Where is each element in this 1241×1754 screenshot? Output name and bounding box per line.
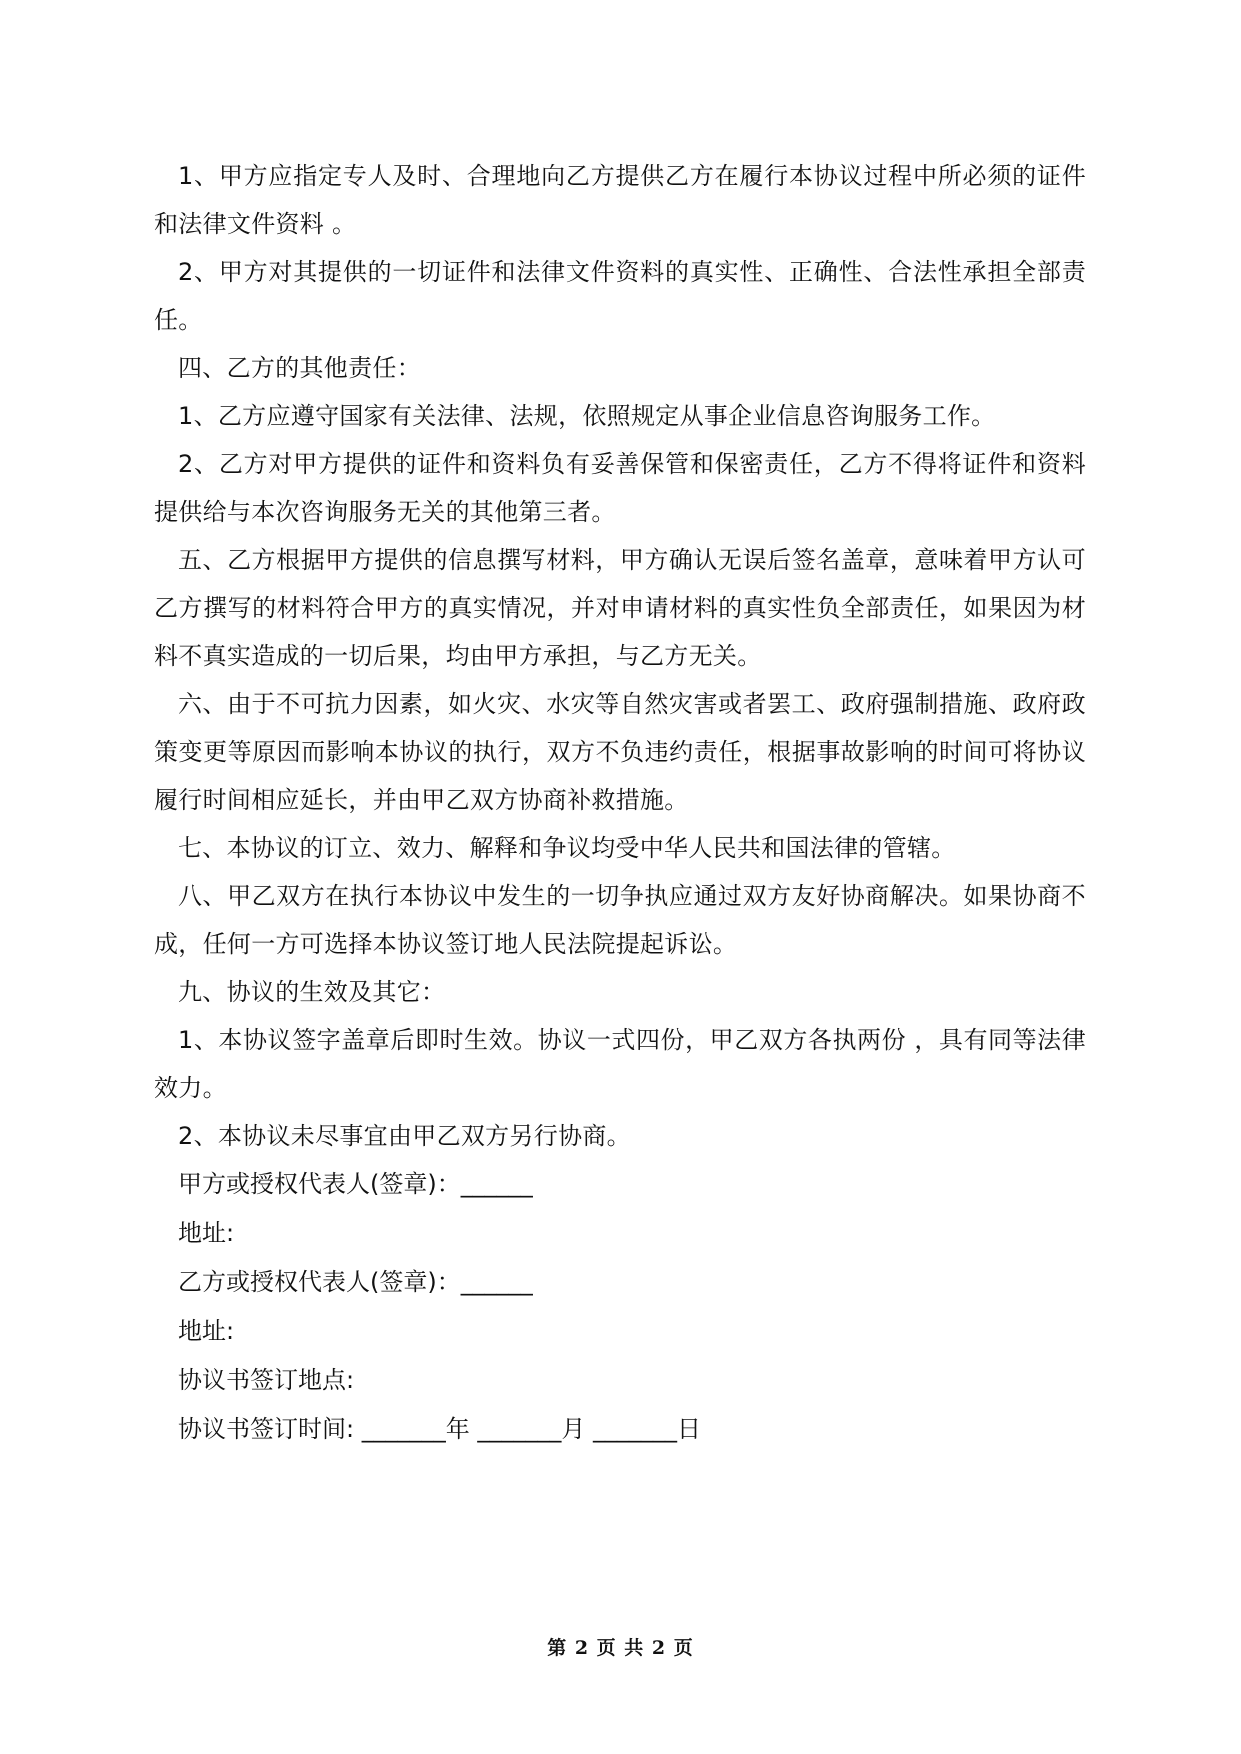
clause-paragraph: 2、本协议未尽事宜由甲乙双方另行协商。	[178, 1122, 631, 1150]
clause-paragraph: 六、由于不可抗力因素，如火灾、水灾等自然灾害或者罢工、政府强制措施、政府政策变更等原因而影响本协议的执行，双方不负违约责任，根据事故影响的时间可将协议履行时间相应延长，并由甲乙双方协商补救措施。	[154, 690, 1086, 814]
clause-paragraph: 2、乙方对甲方提供的证件和资料负有妥善保管和保密责任，乙方不得将证件和资料提供给与本次咨询服务无关的其他第三者。	[154, 450, 1086, 526]
clause-paragraph: 七、本协议的订立、效力、解释和争议均受中华人民共和国法律的管辖。	[178, 834, 956, 862]
signature-block	[154, 1160, 1086, 1454]
party-b-signature-line: 乙方或授权代表人(签章)：______	[178, 1268, 533, 1296]
party-a-address-line: 地址:	[178, 1219, 235, 1247]
sign-place-line: 协议书签订地点:	[178, 1366, 355, 1394]
party-a-signature-line: 甲方或授权代表人(签章)：______	[178, 1170, 533, 1198]
page-number-footer: 第 2 页 共 2 页	[547, 1637, 694, 1659]
clause-paragraph: 八、甲乙双方在执行本协议中发生的一切争执应通过双方友好协商解决。如果协商不成，任何一方可选择本协议签订地人民法院提起诉讼。	[154, 882, 1086, 958]
section-heading: 四、乙方的其他责任：	[178, 354, 421, 382]
section-heading: 九、协议的生效及其它：	[178, 978, 446, 1006]
clause-paragraph: 2、甲方对其提供的一切证件和法律文件资料的真实性、正确性、合法性承担全部责任。	[154, 258, 1086, 334]
party-b-address-line: 地址:	[178, 1317, 235, 1345]
clause-paragraph: 五、乙方根据甲方提供的信息撰写材料，甲方确认无误后签名盖章，意味着甲方认可乙方撰写的材料符合甲方的真实情况，并对申请材料的真实性负全部责任，如果因为材料不真实造成的一切后果，均由甲方承担，与乙方无关。	[154, 546, 1086, 670]
clause-paragraph: 1、本协议签字盖章后即时生效。协议一式四份，甲乙双方各执两份 ，具有同等法律效力。	[154, 1026, 1086, 1102]
document-body	[154, 152, 1086, 1454]
clause-paragraph: 1、甲方应指定专人及时、合理地向乙方提供乙方在履行本协议过程中所必须的证件和法律文件资料 。	[154, 162, 1086, 238]
clause-paragraph: 1、乙方应遵守国家有关法律、法规，依照规定从事企业信息咨询服务工作。	[178, 402, 996, 430]
sign-time-line: 协议书签订时间: _______年 _______月 _______日	[178, 1415, 701, 1443]
